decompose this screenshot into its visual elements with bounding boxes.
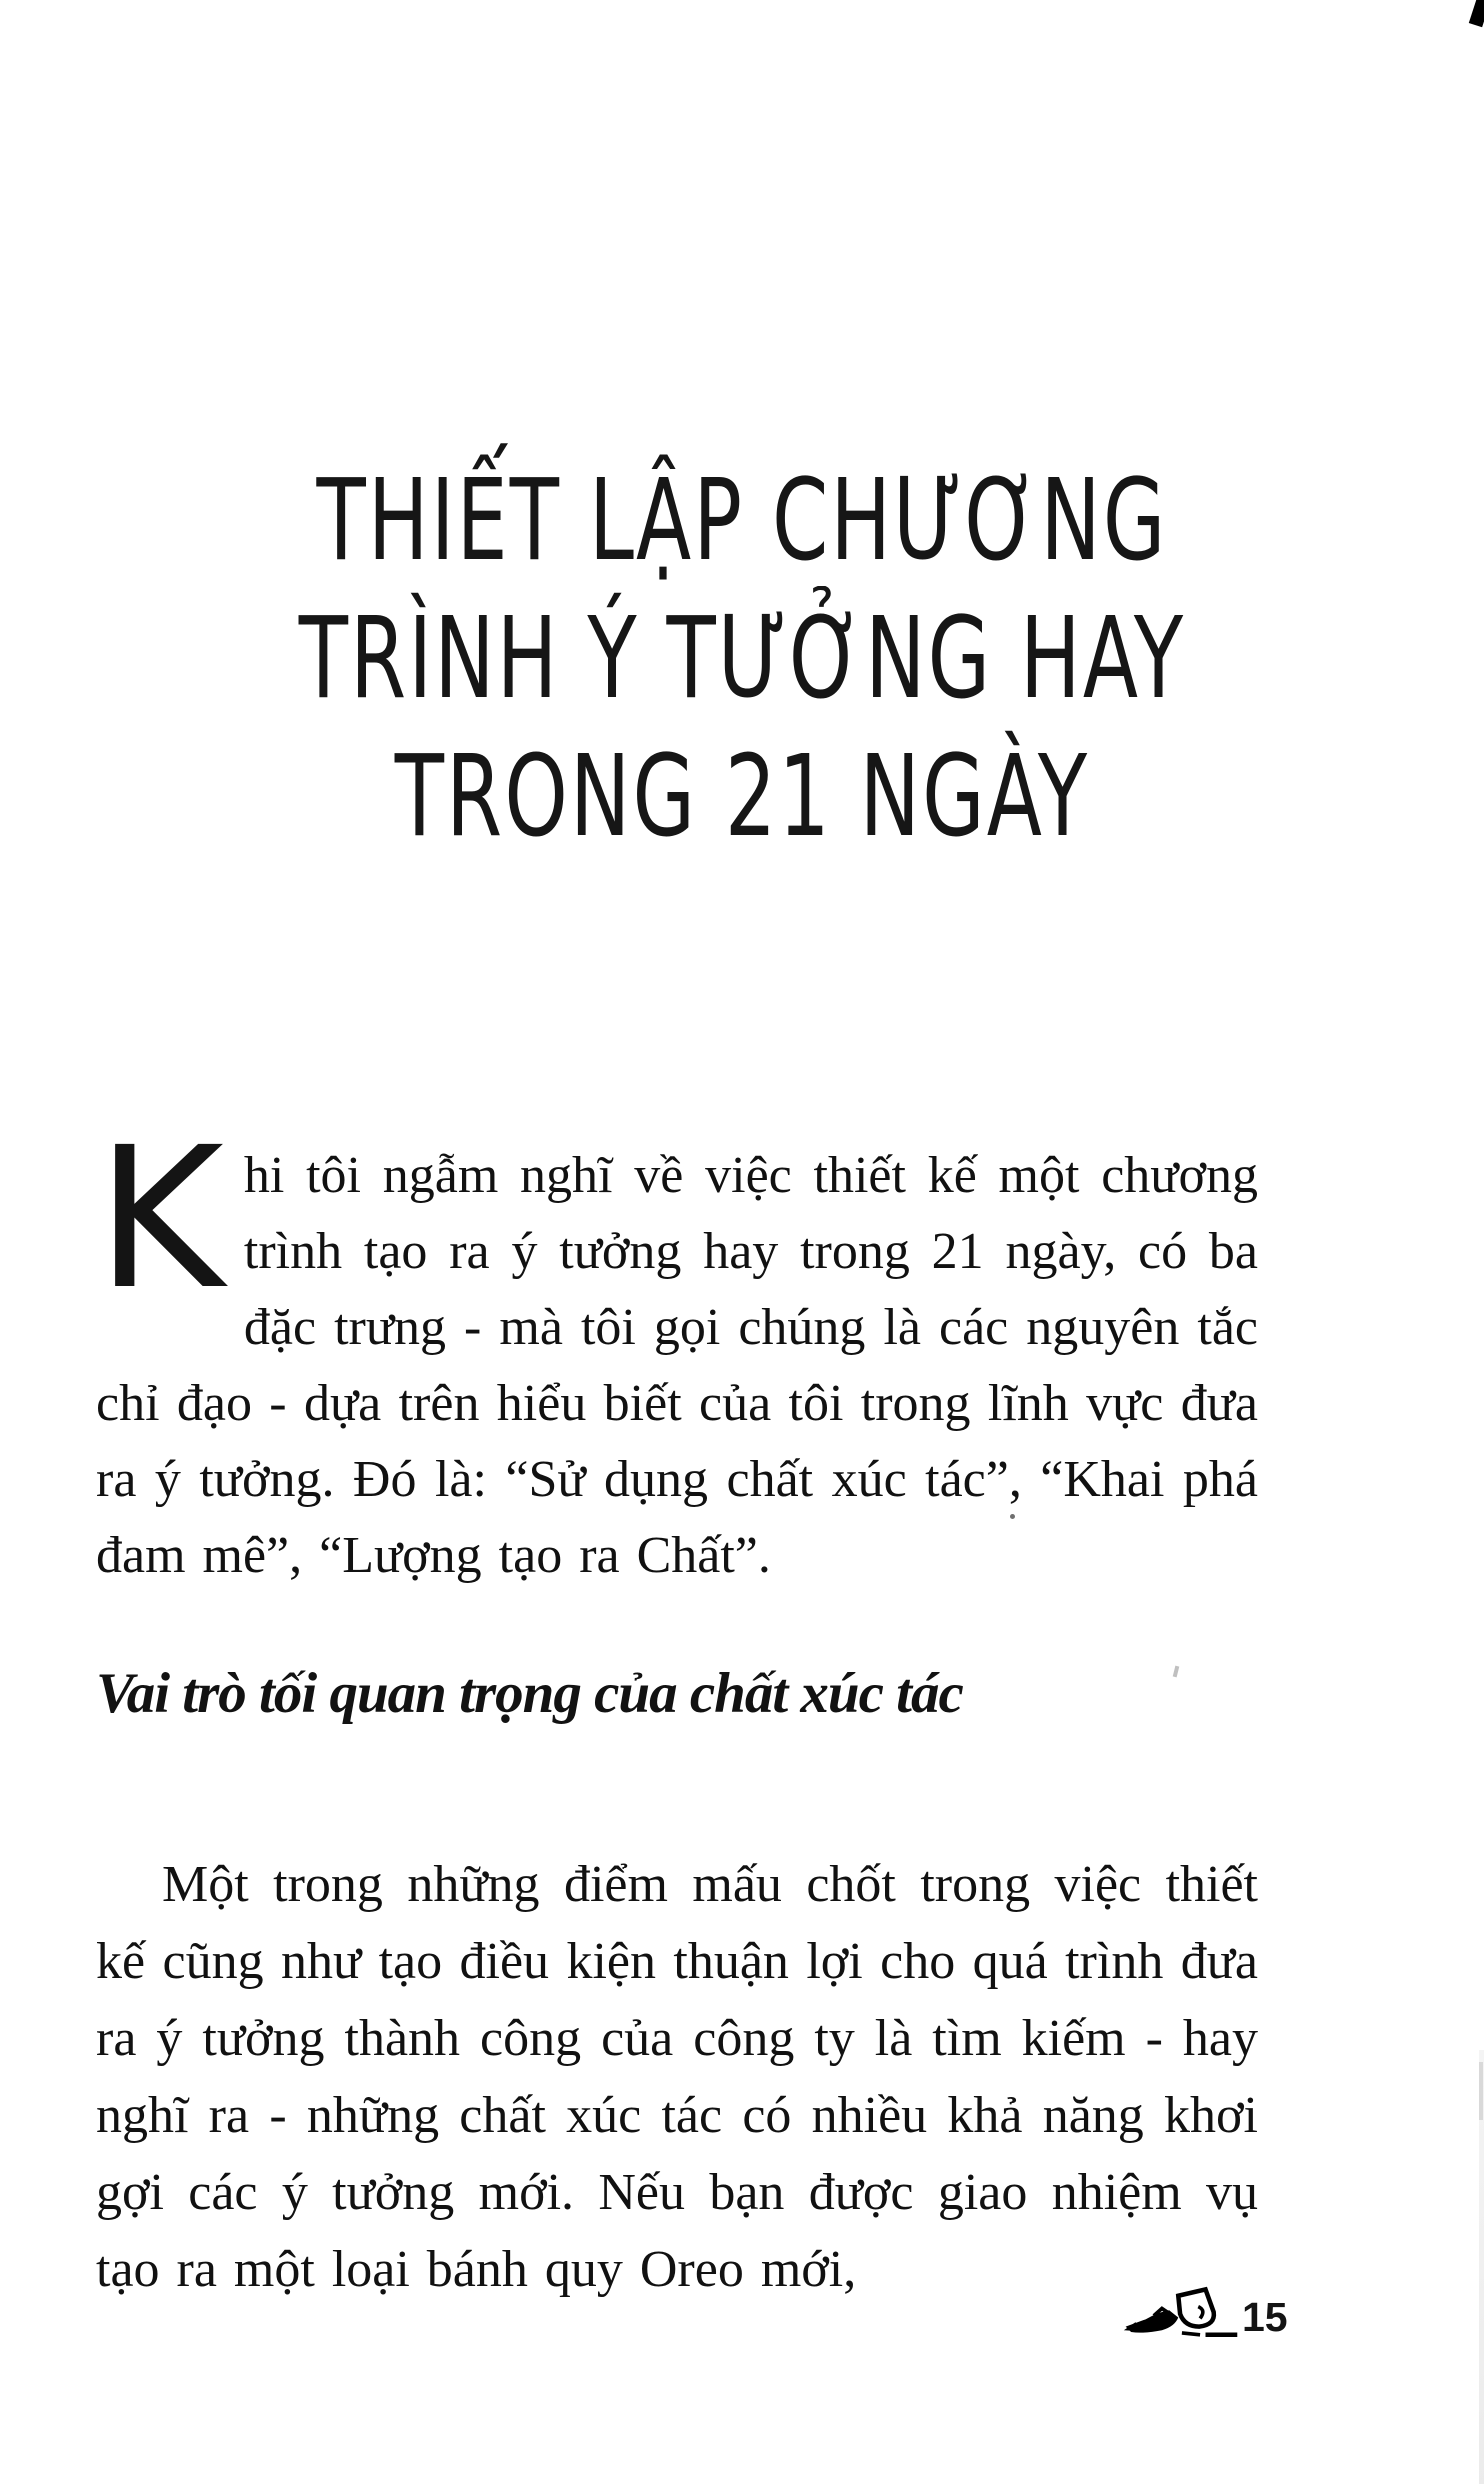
paragraph-opening: [96, 1105, 1258, 1594]
chapter-title-line-1: THIẾT LẬP CHƯƠNG: [316, 456, 1168, 586]
page-footer: [1122, 2284, 1288, 2342]
pen-scribble-icon: [1122, 2284, 1240, 2342]
chapter-title: [0, 452, 1484, 866]
drop-cap: K: [96, 1105, 224, 1332]
paragraph-opening-text: hi tôi ngẫm nghĩ về việc thiết kế một chương trình tạo ra ý tưởng hay trong 21 ngày, có ba đặc trưng - mà tôi gọi chúng là các nguyên tắc chỉ đạo - dựa trên hiểu biết của tôi trong lĩnh vực đưa ra ý tưởng. Đó là: “Sử dụng chất xúc tác”, “Khai phá đam mê”, “Lượng tạo ra Chất”.: [96, 1147, 1258, 1584]
paragraph-second: Một trong những điểm mấu chốt trong việc thiết kế cũng như tạo điều kiện thuận lợi cho quá trình đưa ra ý tưởng thành công của công ty là tìm kiếm - hay nghĩ ra - những chất xúc tác có nhiều khả năng khơi gợi các ý tưởng mới. Nếu bạn được giao nhiệm vụ tạo ra một loại bánh quy Oreo mới,: [96, 1856, 1258, 2298]
page-number: 15: [1242, 2294, 1288, 2340]
chapter-title-line-2: TRÌNH Ý TƯỞNG HAY: [298, 594, 1186, 724]
chapter-title-line-3: TRONG 21 NGÀY: [394, 732, 1090, 862]
scan-edge-smudge: [1479, 2062, 1483, 2120]
scan-corner-artifact: [1469, 0, 1484, 27]
section-heading: Vai trò tối quan trọng của chất xúc tác: [96, 1662, 963, 1725]
